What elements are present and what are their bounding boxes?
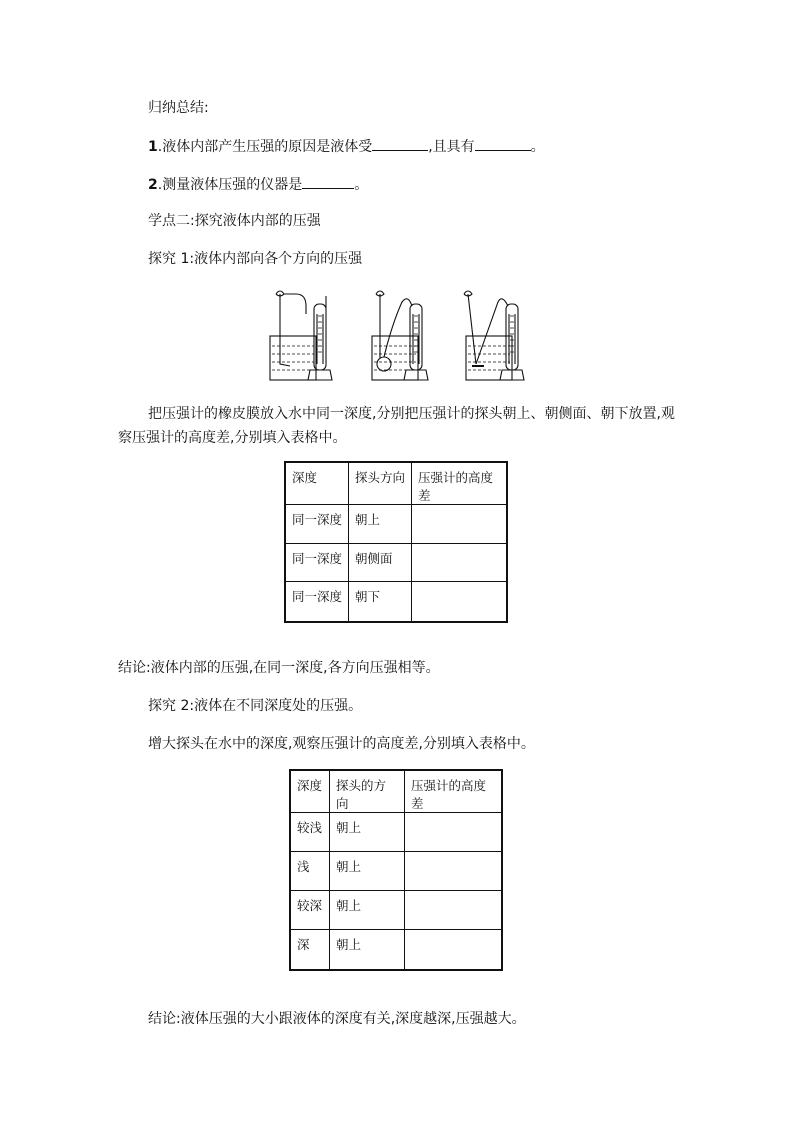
answer-cell[interactable] [412,582,508,622]
table-cell: 朝上 [349,505,412,544]
answer-blank[interactable] [372,136,428,151]
explore-2-instruction: 增大探头在水中的深度,观察压强计的高度差,分别填入表格中。 [148,736,535,752]
table-header-row [285,462,507,505]
explore-2-table [289,769,503,971]
item-number: 1 [148,139,158,155]
explore-2-conclusion: 结论:液体压强的大小跟液体的深度有关,深度越深,压强越大。 [148,1011,526,1027]
answer-blank[interactable] [475,136,531,151]
explore-1-title: 探究 1:液体内部向各个方向的压强 [148,251,363,267]
table-cell: 朝上 [330,813,405,852]
answer-cell[interactable] [405,930,503,970]
table-header-row [290,770,502,813]
table-row [285,505,507,544]
item-text: ,且具有 [428,139,475,155]
answer-cell[interactable] [412,544,508,582]
table-row [285,582,507,622]
table-cell: 朝上 [330,852,405,891]
gauge-panel-probe-up [270,291,332,380]
table-cell: 朝侧面 [349,544,412,582]
table-cell: 深 [290,930,330,970]
item-text: 。 [354,177,369,193]
item-number: 2 [148,177,158,193]
table-cell: 同一深度 [285,505,349,544]
item-text: .测量液体压强的仪器是 [157,177,303,193]
table-cell: 同一深度 [285,582,349,622]
table-row [290,813,502,852]
summary-item-1 [148,136,545,157]
table-header-cell: 探头的方向 [330,770,405,813]
table-cell: 朝上 [330,930,405,970]
answer-cell[interactable] [405,813,503,852]
item-text: .液体内部产生压强的原因是液体受 [157,139,373,155]
gauge-panel-probe-side [372,291,428,380]
table-row [290,852,502,891]
table-header-cell: 深度 [285,462,349,505]
explore-1-table [284,461,508,623]
explore-2-title: 探究 2:液体在不同深度处的压强。 [148,698,363,714]
table-row [290,930,502,970]
table-cell: 同一深度 [285,544,349,582]
table-cell: 较深 [290,891,330,930]
section-title: 学点二:探究液体内部的压强 [148,213,321,229]
answer-cell[interactable] [412,505,508,544]
item-text: 。 [530,139,545,155]
table-cell: 朝上 [330,891,405,930]
table-cell: 浅 [290,852,330,891]
gauge-panel-probe-down [464,291,524,380]
summary-heading: 归纳总结: [148,100,209,116]
pressure-gauge-figure [262,284,532,384]
explore-1-conclusion: 结论:液体内部的压强,在同一深度,各方向压强相等。 [118,660,440,676]
explore-1-instruction: 把压强计的橡皮膜放入水中同一深度,分别把压强计的探头朝上、朝侧面、朝下放置,观察压强计的高度差,分别填入表格中。 [118,406,675,446]
answer-blank[interactable] [302,174,354,189]
table-cell: 较浅 [290,813,330,852]
table-header-cell: 探头方向 [349,462,412,505]
table-header-cell: 压强计的高度差 [405,770,503,813]
table-row [290,891,502,930]
answer-cell[interactable] [405,891,503,930]
table-header-cell: 深度 [290,770,330,813]
summary-item-2 [148,174,368,195]
table-row [285,544,507,582]
answer-cell[interactable] [405,852,503,891]
table-cell: 朝下 [349,582,412,622]
table-header-cell: 压强计的高度差 [412,462,508,505]
